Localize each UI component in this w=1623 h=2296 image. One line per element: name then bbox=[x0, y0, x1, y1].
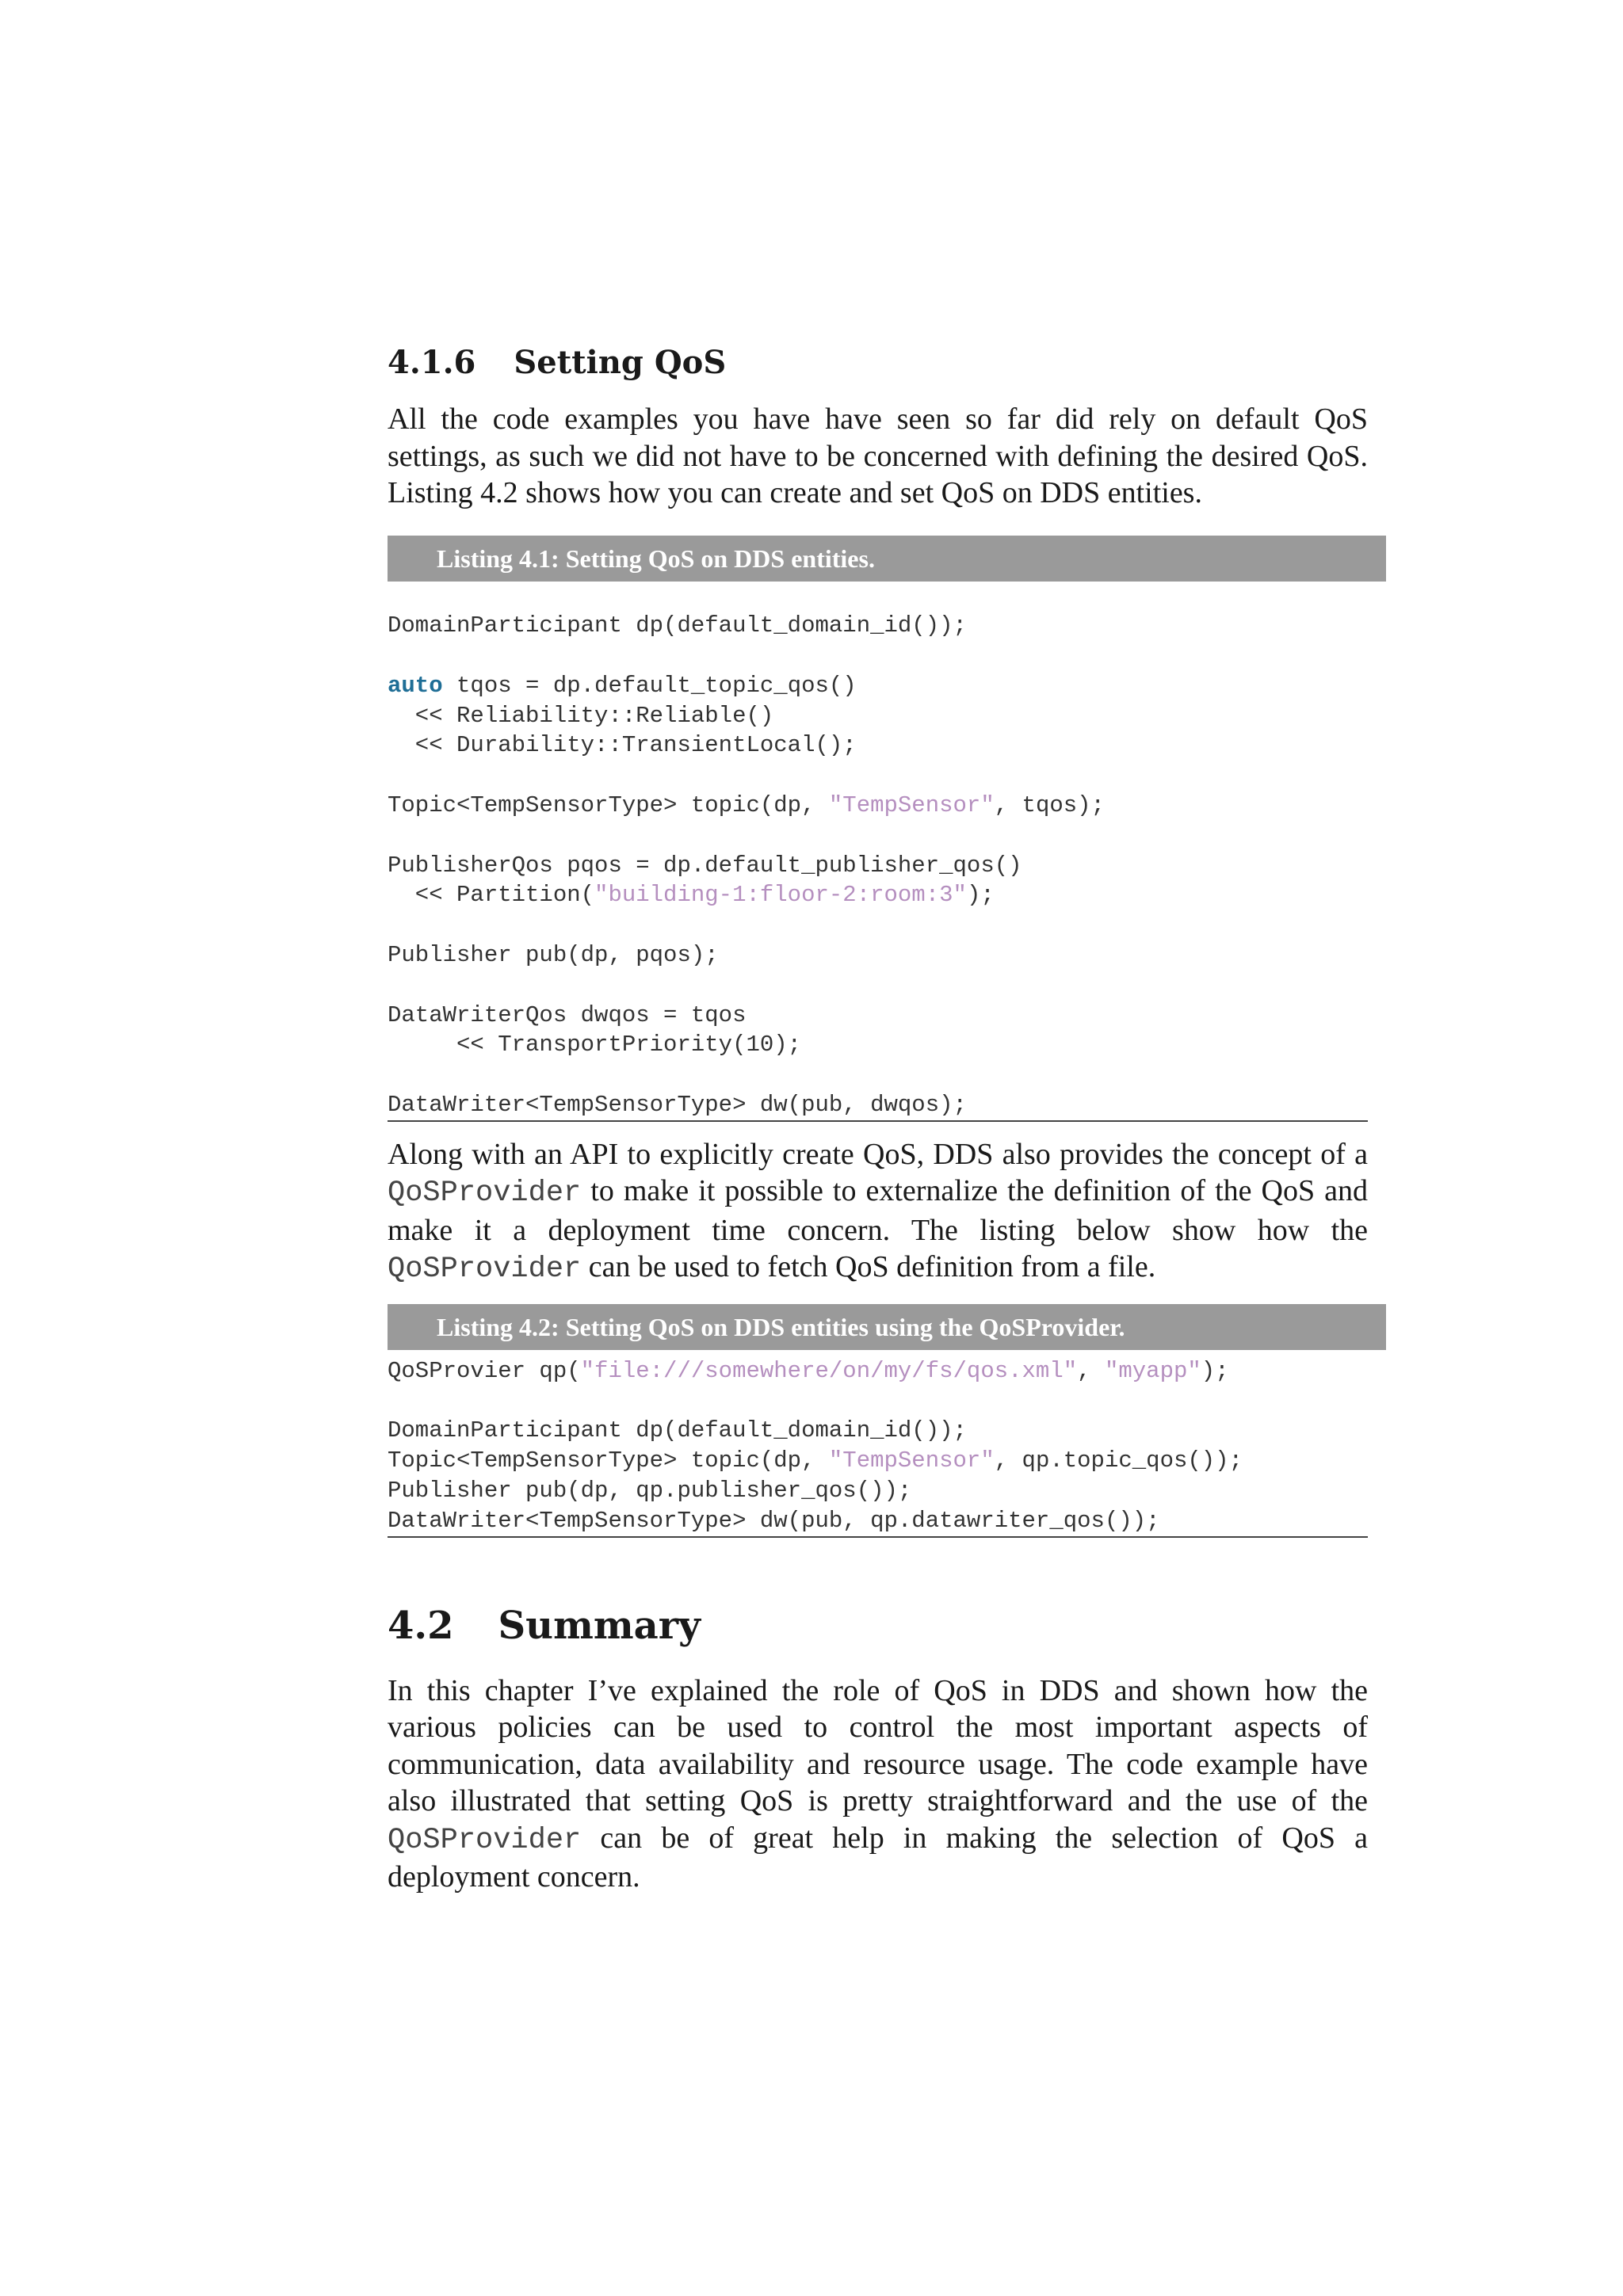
listing-2-caption: Listing 4.2: Setting QoS on DDS entities using the QoSProvider. bbox=[388, 1304, 1386, 1350]
code-line: << TransportPriority(10); bbox=[388, 1032, 802, 1058]
qosprovider-paragraph bbox=[388, 1136, 1368, 1288]
code-line: DataWriterQos dwqos = tqos bbox=[388, 1001, 747, 1028]
code-string: "file:///somewhere/on/my/fs/qos.xml" bbox=[580, 1357, 1078, 1384]
listing-1-caption: Listing 4.1: Setting QoS on DDS entities. bbox=[388, 536, 1386, 582]
code-string: "building-1:floor-2:room:3" bbox=[594, 882, 967, 909]
code-line: << Reliability::Reliable() bbox=[388, 702, 774, 729]
code-line: PublisherQos pqos = dp.default_publisher_qos() bbox=[388, 852, 1022, 879]
code-string: "myapp" bbox=[1104, 1357, 1201, 1384]
code-line: DataWriter<TempSensorType> dw(pub, dwqos); bbox=[388, 1092, 967, 1119]
summary-paragraph bbox=[388, 1672, 1368, 1896]
summary-text-2: can be of great help in making the selection of QoS a deployment concern. bbox=[388, 1821, 1368, 1894]
code-line: QoSProvier qp("file:///somewhere/on/my/fs/qos.xml", "myapp"); bbox=[388, 1357, 1229, 1384]
qosprovider-inline-code-1: QoSProvider bbox=[388, 1177, 582, 1211]
listing-2-code bbox=[388, 1356, 1368, 1538]
subsection-title: Setting QoS bbox=[514, 344, 727, 381]
code-line bbox=[388, 1386, 1368, 1417]
code-line: auto tqos = dp.default_topic_qos() bbox=[388, 672, 857, 699]
code-line: Publisher pub(dp, qp.publisher_qos()); bbox=[388, 1478, 912, 1505]
page-content bbox=[388, 341, 1368, 1896]
code-line bbox=[388, 971, 1368, 1001]
code-line: Topic<TempSensorType> topic(dp, "TempSensor", tqos); bbox=[388, 792, 1105, 819]
summary-text-1: In this chapter I’ve explained the role of QoS in DDS and shown how the various policies can be used to control the most important aspects of communication, data availability and resource usage. The code example have also illustrated that setting QoS is pretty straightforward and the use of the bbox=[388, 1673, 1368, 1818]
intro-paragraph: All the code examples you have have seen so far did rely on default QoS settings, as such we did not have to be concerned with defining the desired QoS. Listing 4.2 shows how you can create and set QoS on DDS entities. bbox=[388, 402, 1368, 509]
summary-inline-code: QoSProvider bbox=[388, 1823, 582, 1857]
listing-1-code bbox=[388, 582, 1368, 1122]
section-title: Summary bbox=[498, 1603, 701, 1648]
subsection-number: 4.1.6 bbox=[388, 344, 476, 381]
code-string: "TempSensor" bbox=[828, 1447, 995, 1474]
code-string: "TempSensor" bbox=[828, 792, 995, 819]
code-line bbox=[388, 910, 1368, 940]
code-line: DataWriter<TempSensorType> dw(pub, qp.datawriter_qos()); bbox=[388, 1507, 1160, 1534]
code-keyword: auto bbox=[388, 672, 443, 699]
qosprovider-paragraph-text-3: can be used to fetch QoS definition from a file. bbox=[581, 1250, 1156, 1284]
qosprovider-paragraph-text-1: Along with an API to explicitly create QoS, DDS also provides the concept of a bbox=[388, 1137, 1368, 1171]
section-heading bbox=[388, 1600, 1368, 1652]
qosprovider-inline-code-2: QoSProvider bbox=[388, 1253, 582, 1287]
code-line: << Partition("building-1:floor-2:room:3"); bbox=[388, 882, 995, 909]
code-line: DomainParticipant dp(default_domain_id()); bbox=[388, 612, 967, 639]
code-line bbox=[388, 1060, 1368, 1090]
qosprovider-paragraph-text-2: to make it possible to externalize the definition of the QoS and make it a deployment time concern. The listing below show how the bbox=[388, 1174, 1368, 1247]
subsection-heading bbox=[388, 341, 1368, 385]
code-line bbox=[388, 582, 1368, 612]
code-line bbox=[388, 641, 1368, 671]
code-line: DomainParticipant dp(default_domain_id()); bbox=[388, 1417, 967, 1444]
code-line: Publisher pub(dp, pqos); bbox=[388, 942, 719, 969]
code-line bbox=[388, 761, 1368, 791]
code-line: Topic<TempSensorType> topic(dp, "TempSensor", qp.topic_qos()); bbox=[388, 1447, 1243, 1474]
code-line: << Durability::TransientLocal(); bbox=[388, 732, 857, 759]
code-line bbox=[388, 821, 1368, 851]
section-number: 4.2 bbox=[388, 1603, 454, 1648]
